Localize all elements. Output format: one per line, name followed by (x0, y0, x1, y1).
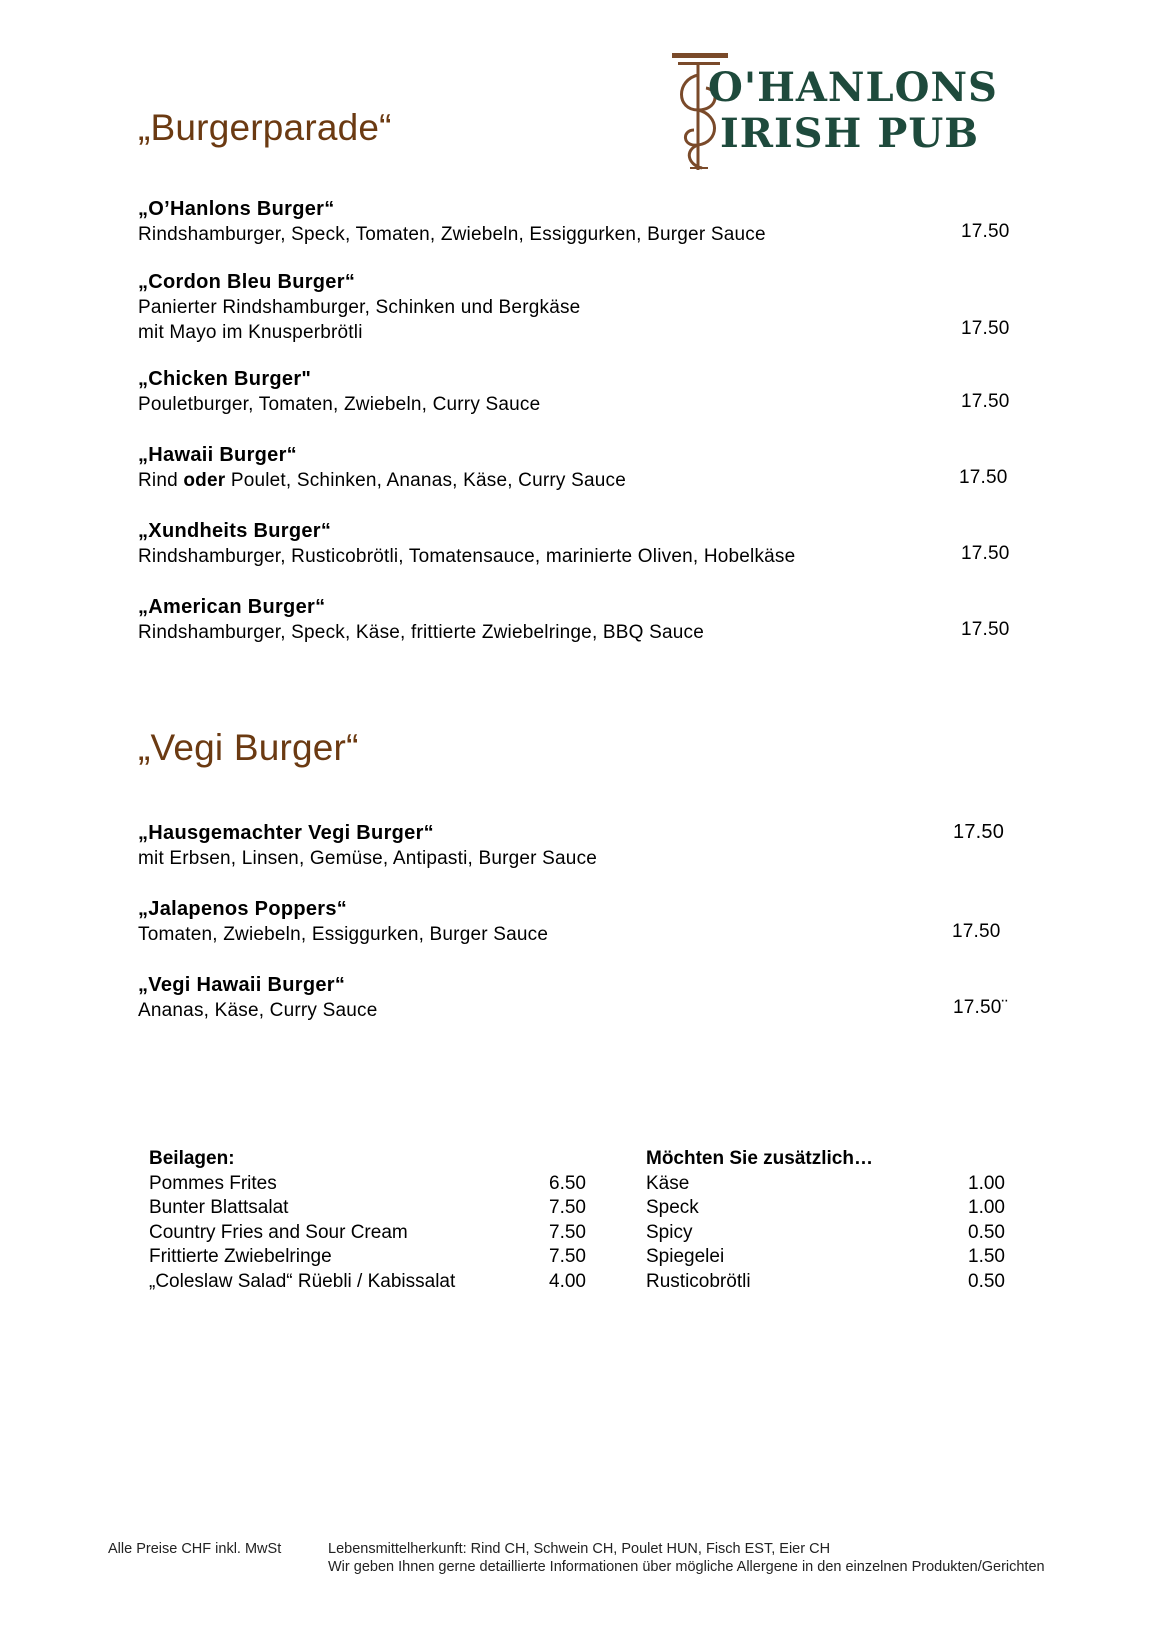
list-item: Käse 1.00 (646, 1172, 1005, 1194)
list-item: Rusticobrötli 0.50 (646, 1270, 1005, 1292)
item-price: 17.50 (961, 221, 1010, 242)
item-name: „Jalapenos Poppers“ (138, 898, 348, 920)
extras-list (646, 1147, 1016, 1294)
footer-origin: Lebensmittelherkunft: Rind CH, Schwein CH, Poulet HUN, Fisch EST, Eier CH (328, 1541, 831, 1557)
logo-line-1: O'HANLONS (708, 64, 998, 111)
list-item: Speck 1.00 (646, 1197, 1005, 1218)
section-title-vegi: „Vegi Burger“ (138, 727, 359, 768)
menu-item (138, 196, 1018, 247)
item-desc: Rindshamburger, Speck, Käse, frittierte Zwiebelringe, BBQ Sauce (138, 622, 704, 643)
logo-line-2: IRISH PUB (720, 110, 980, 157)
footer-prices-note: Alle Preise CHF inkl. MwSt (108, 1541, 282, 1557)
item-price: 17.50 (961, 619, 1010, 640)
item-name: „Hausgemachter Vegi Burger“ (138, 822, 434, 844)
footer-allergens: Wir geben Ihnen gerne detaillierte Informationen über mögliche Allergene in den einzelnen Produkten/Gerichten (328, 1559, 1045, 1575)
list-item: Bunter Blattsalat 7.50 (149, 1197, 586, 1218)
list-item: Pommes Frites 6.50 (149, 1172, 586, 1194)
item-desc: Pouletburger, Tomaten, Zwiebeln, Curry Sauce (138, 394, 541, 415)
list-item: Country Fries and Sour Cream 7.50 (149, 1221, 586, 1243)
item-price: 17.50¨ (953, 997, 1009, 1018)
beilagen-list (149, 1147, 594, 1294)
extras-heading: Möchten Sie zusätzlich… (646, 1148, 873, 1169)
beilagen-heading: Beilagen: (149, 1148, 235, 1169)
item-name: „Vegi Hawaii Burger“ (138, 974, 346, 996)
item-desc: Tomaten, Zwiebeln, Essiggurken, Burger Sauce (138, 924, 549, 945)
item-price: 17.50 (953, 821, 1005, 843)
item-desc: Rindshamburger, Rusticobrötli, Tomatensauce, marinierte Oliven, Hobelkäse (138, 546, 796, 567)
menu-item (138, 820, 1018, 871)
item-name: „Xundheits Burger“ (138, 520, 332, 542)
menu-item (138, 518, 1018, 569)
menu-item (138, 972, 1018, 1023)
item-name: „Chicken Burger" (138, 368, 312, 390)
item-desc: Rind oder Poulet, Schinken, Ananas, Käse, Curry Sauce (138, 470, 626, 491)
section-title-burgerparade: „Burgerparade“ (138, 107, 392, 148)
menu-item (138, 269, 1018, 345)
item-name: „Cordon Bleu Burger“ (138, 271, 356, 293)
menu-item (138, 442, 1018, 493)
item-price: 17.50 (961, 543, 1010, 564)
item-price: 17.50 (959, 467, 1008, 488)
menu-item (138, 896, 1018, 947)
item-desc: Rindshamburger, Speck, Tomaten, Zwiebeln, Essiggurken, Burger Sauce (138, 224, 766, 245)
pub-logo (668, 50, 1038, 180)
list-item: Spiegelei 1.50 (646, 1246, 1005, 1267)
list-item: Spicy 0.50 (646, 1221, 1005, 1243)
item-name: „Hawaii Burger“ (138, 444, 297, 466)
menu-item (138, 366, 1018, 417)
item-price: 17.50 (961, 318, 1010, 339)
item-desc: mit Erbsen, Linsen, Gemüse, Antipasti, Burger Sauce (138, 848, 598, 869)
item-price: 17.50 (961, 391, 1010, 412)
list-item: „Coleslaw Salad“ Rüebli / Kabissalat 4.00 (149, 1270, 586, 1292)
item-name: „American Burger“ (138, 596, 326, 618)
item-price: 17.50 (952, 921, 1001, 942)
item-desc: mit Mayo im Knusperbrötli (138, 322, 363, 343)
item-desc: Panierter Rindshamburger, Schinken und Bergkäse (138, 297, 581, 318)
menu-item (138, 594, 1018, 645)
item-desc: Ananas, Käse, Curry Sauce (138, 1000, 378, 1021)
list-item: Frittierte Zwiebelringe 7.50 (149, 1246, 586, 1267)
item-name: „O’Hanlons Burger“ (138, 198, 335, 220)
